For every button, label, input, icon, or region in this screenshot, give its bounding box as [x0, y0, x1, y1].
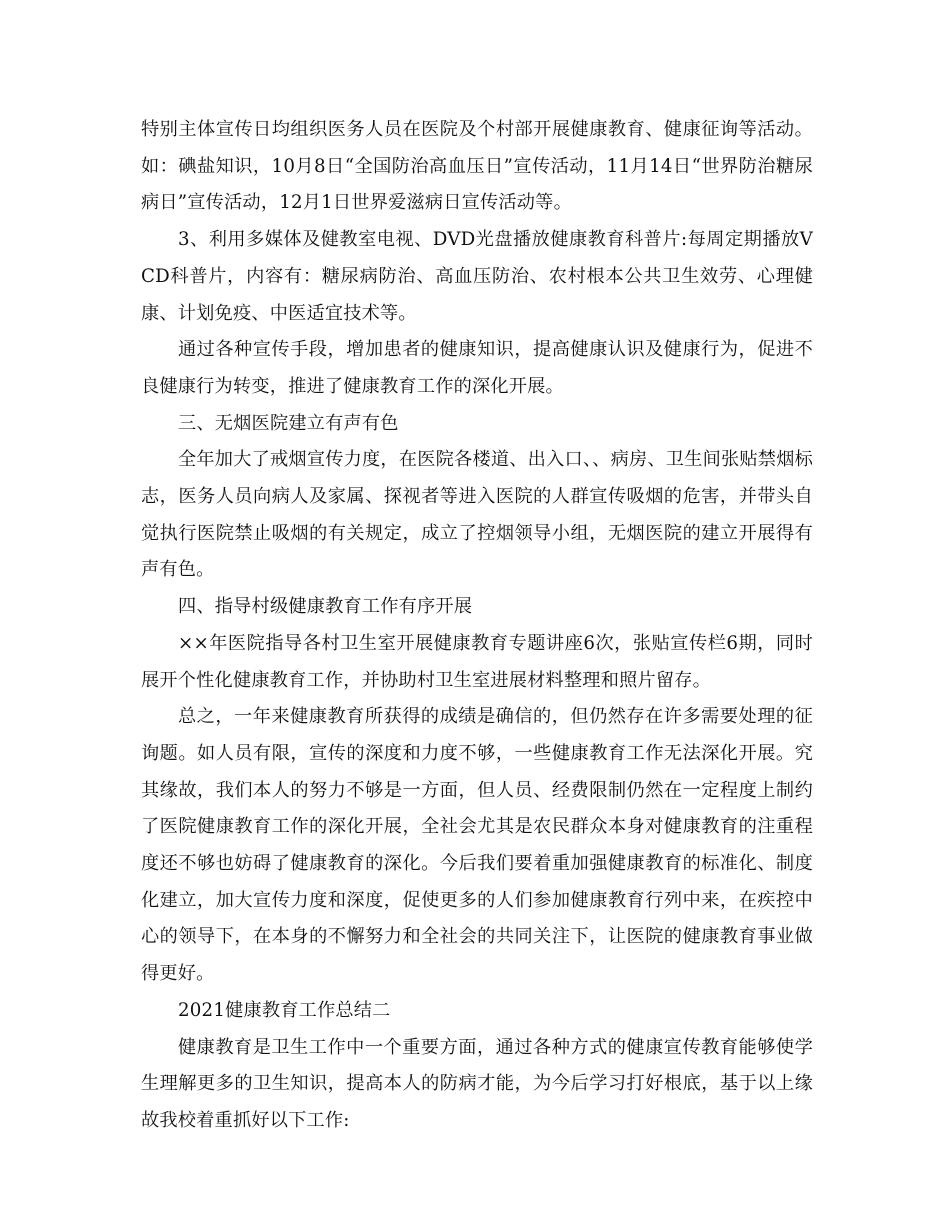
paragraph-village-guidance: ××年医院指导各村卫生室开展健康教育专题讲座6次，张贴宣传栏6期，同时展开个性化健康教育工作，并协助村卫生室进展材料整理和照片留存。	[141, 632, 813, 691]
paragraph-smoke-free: 全年加大了戒烟宣传力度，在医院各楼道、出入口、、病房、卫生间张贴禁烟标志，医务人员向病人及家属、探视者等进入医院的人群宣传吸烟的危害，并带头自觉执行医院禁止吸烟的有关规定，成立了控烟领导小组，无烟医院的建立开展得有声有色。	[141, 449, 813, 581]
section-heading-village-guidance: 四、指导村级健康教育工作有序开展	[178, 596, 473, 618]
paragraph-school-health: 健康教育是卫生工作中一个重要方面，通过各种方式的健康宣传教育能够使学生理解更多的卫生知识，提高本人的防病才能，为今后学习打好根底，基于以上缘故我校着重抓好以下工作:	[141, 1036, 813, 1131]
paragraph-summary: 总之，一年来健康教育所获得的成绩是确信的，但仍然存在许多需要处理的征询题。如人员有限，宣传的深度和力度不够，一些健康教育工作无法深化开展。究其缘故，我们本人的努力不够是一方面，但人员、经费限制仍然在一定程度上制约了医院健康教育工作的深化开展，全社会尤其是农民群众本身对健康教育的注重程度还不够也妨碍了健康教育的深化。今后我们要着重加强健康教育的标准化、制度化建立，加大宣传力度和深度，促使更多的人们参加健康教育行列中来，在疾控中心的领导下，在本身的不懈努力和全社会的共同关注下，让医院的健康教育事业做得更好。	[141, 706, 813, 985]
document-body	[141, 112, 813, 1140]
paragraph-multimedia: 3、利用多媒体及健教室电视、DVD光盘播放健康教育科普片:每周定期播放VCD科普片，内容有：糖尿病防治、高血压防治、农村根本公共卫生效劳、心理健康、计划免疫、中医适宜技术等。	[141, 229, 813, 324]
paragraph-promotion-means: 通过各种宣传手段，增加患者的健康知识，提高健康认识及健康行为，促进不良健康行为转变，推进了健康教育工作的深化开展。	[141, 339, 813, 397]
paragraph-health-activities: 特别主体宣传日均组织医务人员在医院及个村部开展健康教育、健康征询等活动。如：碘盐知识，10月8日“全国防治高血压日”宣传活动，11月14日“世界防治糖尿病日”宣传活动，12月1日世界爱滋病日宣传活动等。	[141, 119, 813, 214]
section-heading-smoke-free: 三、无烟医院建立有声有色	[178, 412, 399, 434]
section-heading-summary-two: 2021健康教育工作总结二	[178, 999, 391, 1021]
